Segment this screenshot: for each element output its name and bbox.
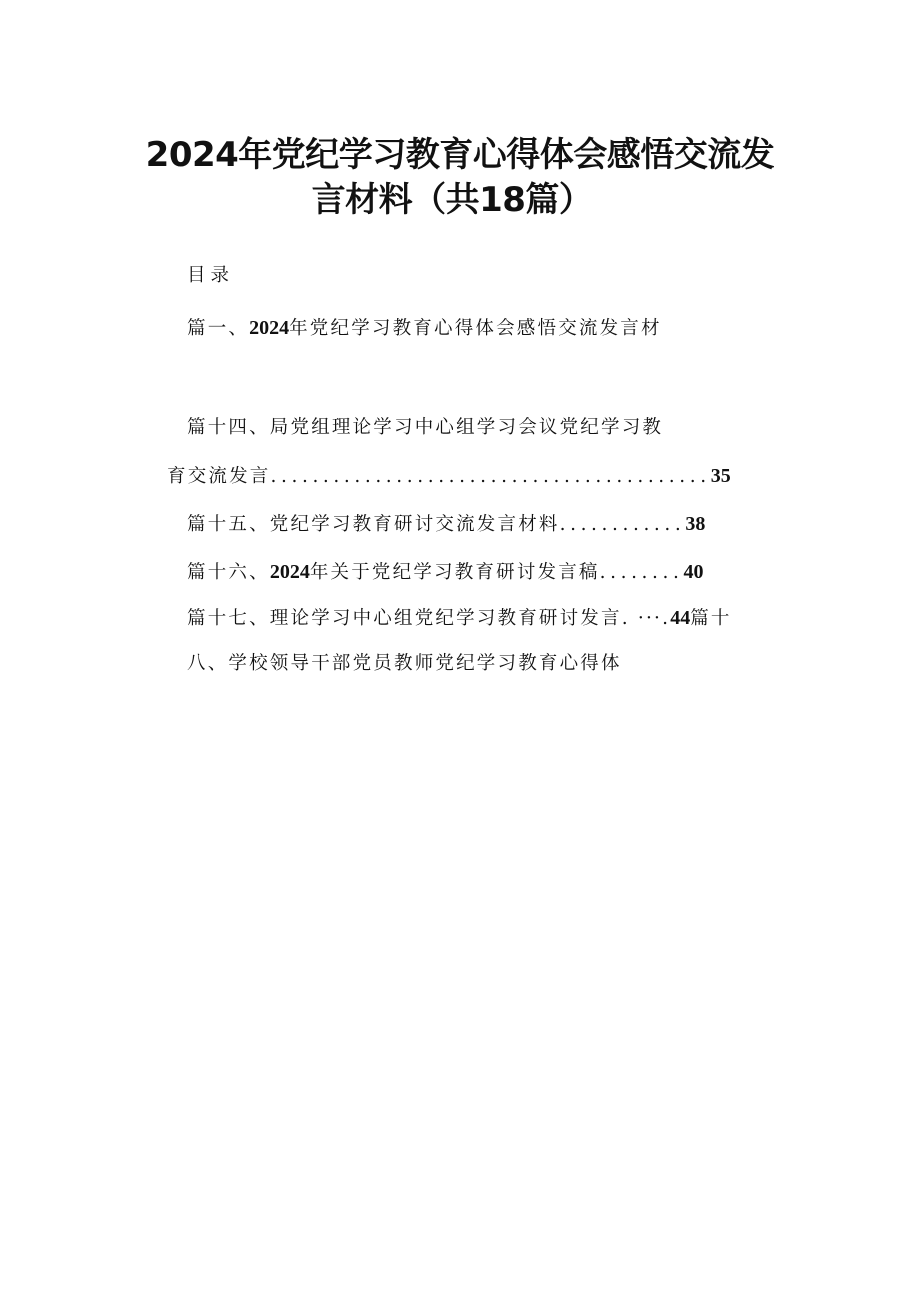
toc-heading: 目录: [187, 265, 235, 286]
toc-entry-18: [187, 650, 622, 678]
toc-entry-text: 育交流发言: [167, 466, 271, 487]
toc-entry-17: [187, 604, 732, 633]
toc-entry-1: [187, 314, 662, 343]
document-title-line-1: 2024年党纪学习教育心得体会感悟交流发: [145, 135, 775, 175]
toc-entry-text-continued: 篇十: [690, 608, 732, 629]
toc-leader-dots: ........: [599, 562, 684, 583]
toc-entry-text: 年党纪学习教育心得体会感悟交流发言材: [289, 318, 662, 339]
toc-page-number: 38: [685, 513, 706, 535]
toc-leader-dots: ............: [559, 514, 686, 535]
toc-leader-dots: ..........................................: [270, 466, 711, 487]
toc-entry-text: 篇十四、局党组理论学习中心组学习会议党纪学习教: [187, 417, 664, 438]
toc-entry-15: [187, 510, 705, 539]
toc-entry-16: [187, 558, 703, 587]
toc-entry-14-line-1: [187, 414, 663, 442]
document-title-line-2: 言材料（共18篇）: [311, 180, 593, 220]
toc-entry-prefix: 篇十六、: [187, 562, 270, 583]
toc-page-number: 40: [683, 561, 704, 583]
toc-entry-text: 八、学校领导干部党员教师党纪学习教育心得体: [187, 653, 622, 674]
toc-entry-year: 2024: [249, 317, 290, 339]
toc-page-number: 35: [710, 465, 731, 487]
toc-entry-text: 篇十五、党纪学习教育研讨交流发言材料: [187, 514, 560, 535]
toc-entry-14-line-2: [167, 462, 731, 491]
toc-entry-year: 2024: [269, 561, 310, 583]
toc-entry-prefix: 篇一、: [187, 318, 250, 339]
toc-page-number: 44: [670, 607, 691, 629]
toc-entry-text: 篇十七、理论学习中心组党纪学习教育研讨发言: [187, 608, 622, 629]
toc-entry-text: 年关于党纪学习教育研讨发言稿: [309, 562, 600, 583]
toc-leader-dots: . ···.: [621, 608, 671, 629]
